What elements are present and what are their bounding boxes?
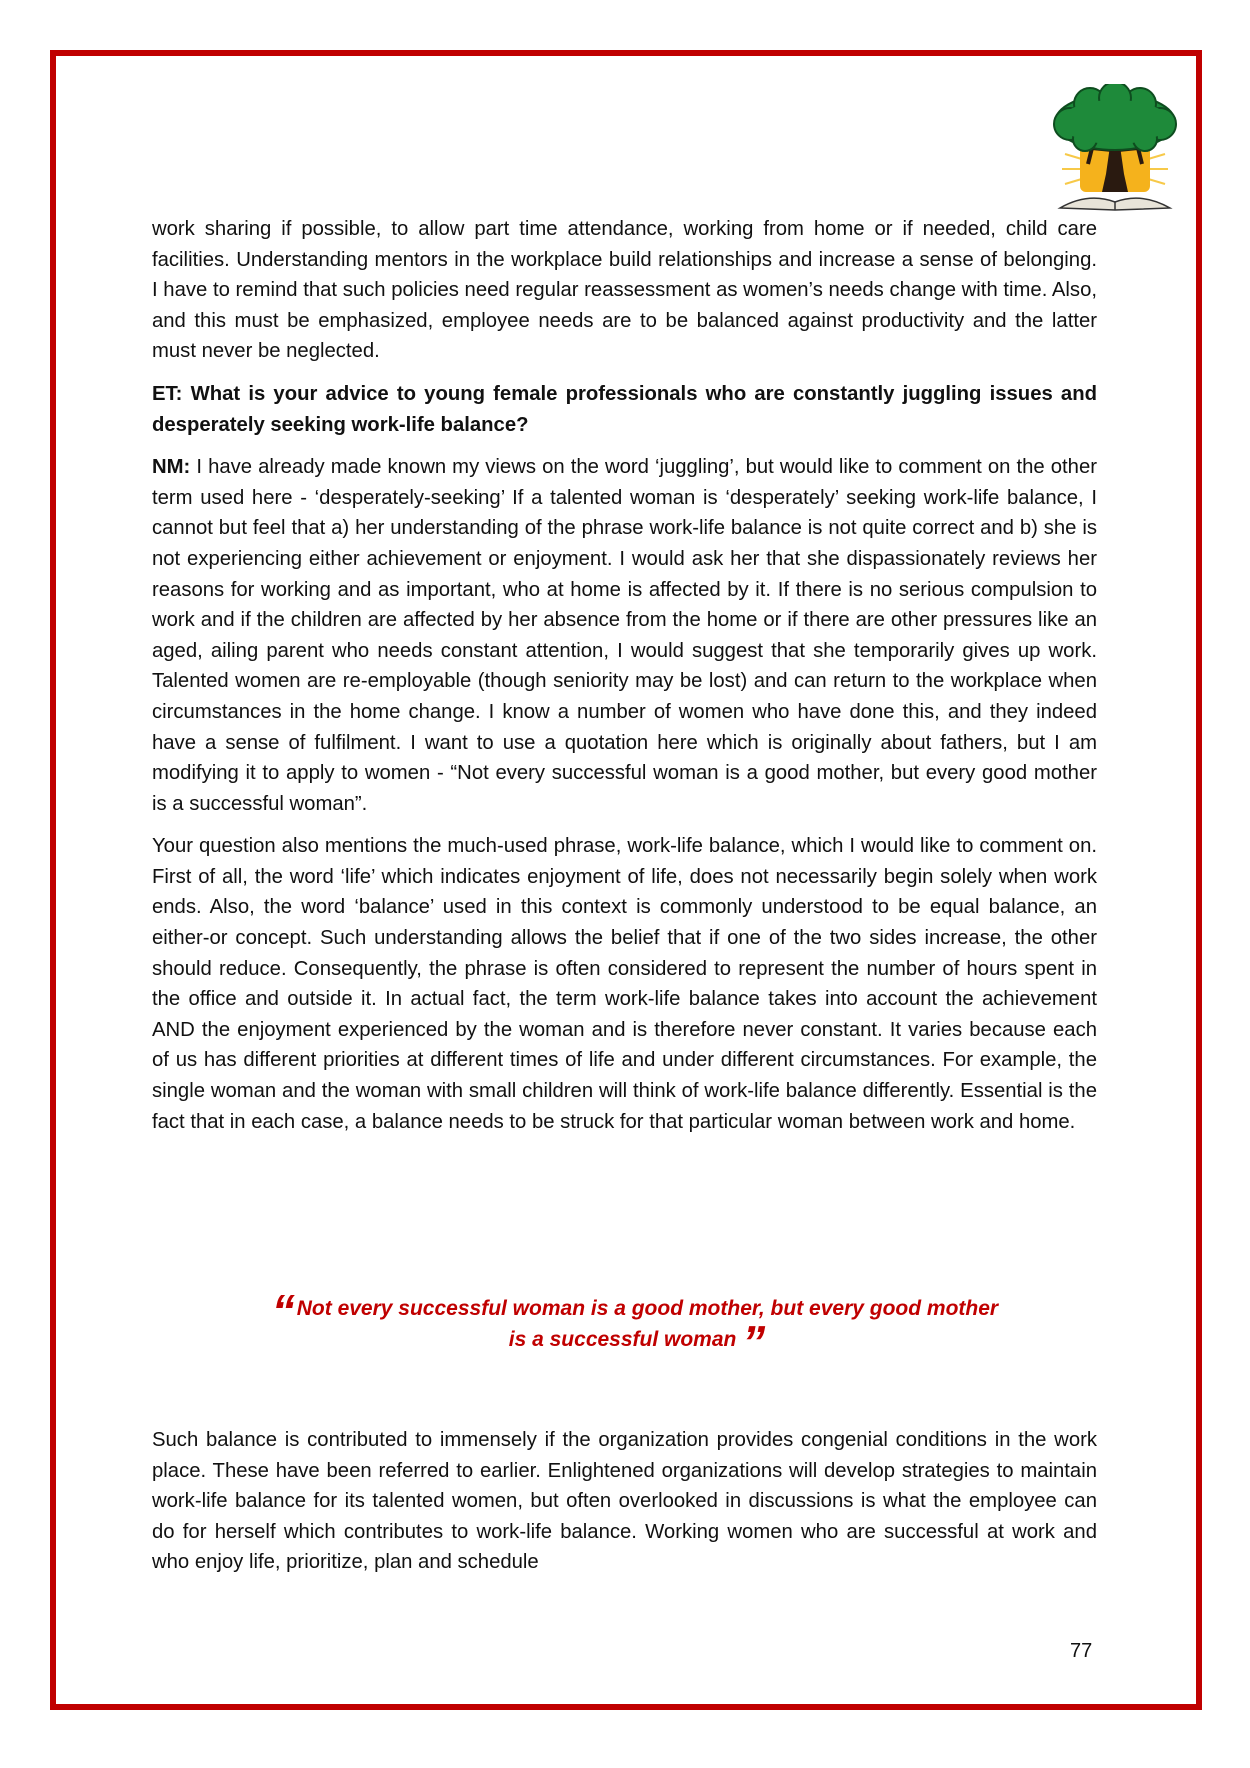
paragraph-work-life-balance: Your question also mentions the much-used phrase, work-life balance, which I would like to comment on. First of all, the word ‘life’ which indicates enjoyment of life, does not necessarily begin solely when work ends. Also, the word ‘balance’ used in this context is commonly understood to be equal balance, an either-or concept. Such understanding allows the belief that if one of the two sides increase, the other should reduce. Consequently, the phrase is often considered to represent the number of hours spent in the office and outside it. In actual fact, the term work-life balance takes into account the achievement AND the enjoyment experienced by the woman and is therefore never constant. It varies because each of us has different priorities at different times of life and under different circumstances. For example, the single woman and the woman with small children will think of work-life balance differently. Essential is the fact that in each case, a balance needs to be struck for that particular woman between work and home. (152, 835, 1097, 1133)
speaker-label: NM: (152, 456, 191, 479)
answer-text: I have already made known my views on the word ‘juggling’, but would like to comment on the other term used here - ‘desperately-seeking’ If a talented woman is ‘desperately’ seeking work-life balance, I cannot but feel that a) her understanding of the phrase work-life balance is not quite correct and b) she is not experiencing either achievement or enjoyment. I would ask her that she dispassionately reviews her reasons for working and as important, who at home is affected by it. If there is no serious compulsion to work and if the children are affected by her absence from the home or if there are other pressures like an aged, ailing parent who needs constant attention, I would suggest that she temporarily gives up work. Talented women are re-employable (though seniority may be lost) and can return to the workplace when circumstances in the home change. I know a number of women who have done this, and they indeed have a sense of fulfilment. I want to use a quotation here which is originally about fathers, but I am modifying it to apply to women - “Not every successful woman is a good mother, but every good mother is a successful woman”. (152, 456, 1097, 815)
tree-book-logo-icon (1040, 84, 1190, 214)
interview-question: ET: What is your advice to young female professionals who are constantly juggling issues and desperately seeking work-life balance? (152, 382, 1097, 436)
interview-answer (152, 452, 1097, 819)
open-quote-icon: “ (271, 1285, 291, 1337)
paragraph-organization-conditions: Such balance is contributed to immensely if the organization provides congenial conditions in the work place. These have been referred to earlier. Enlightened organizations will develop strategies to maintain work-life balance for its talented women, but often overlooked in discussions is what the employee can do for herself which contributes to work-life balance. Working women who are successful at work and who enjoy life, prioritize, plan and schedule (152, 1429, 1097, 1574)
close-quote-icon: ” (742, 1316, 762, 1368)
pull-quote (240, 1285, 1030, 1368)
article-body-continued (152, 1425, 1097, 1578)
paragraph-workplace-policies: work sharing if possible, to allow part time attendance, working from home or if needed, child care facilities. Understanding mentors in the workplace build relationships and increase a sense of belonging. I have to remind that such policies need regular reassessment as women’s needs change with time. Also, and this must be emphasized, employee needs are to be balanced against productivity and the latter must never be neglected. (152, 218, 1097, 363)
article-body (152, 214, 1097, 1149)
page-number: 77 (1070, 1640, 1093, 1662)
pull-quote-line-1: “ Not every successful woman is a good mother, but every good mother (271, 1285, 999, 1337)
pull-quote-line-2: is a successful woman ” (508, 1316, 762, 1368)
